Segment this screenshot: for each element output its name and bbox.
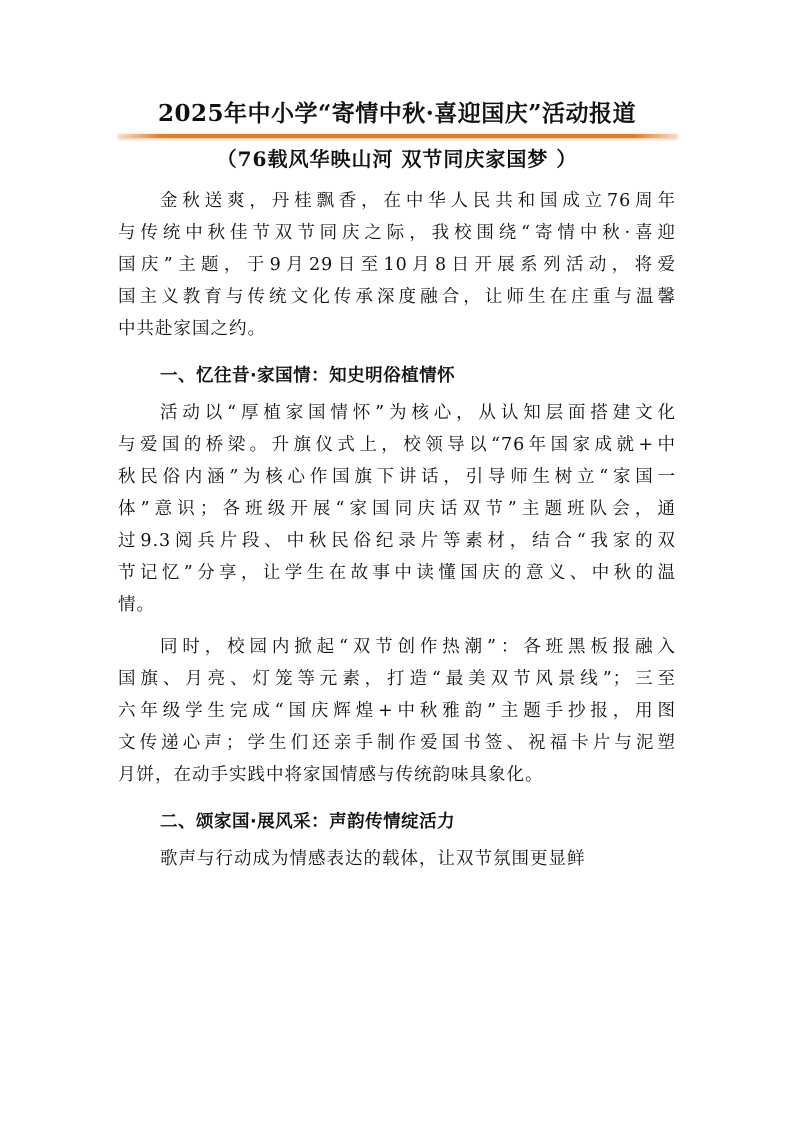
paragraph-line: 国主义教育与传统文化传承深度融合，让师生在庄重与温馨 [118, 287, 676, 307]
paragraph-line: 月饼，在动手实践中将家国情感与传统韵味具象化。 [118, 765, 544, 785]
intro-paragraph [118, 185, 676, 345]
paragraph-line: 情。 [118, 595, 155, 615]
paragraph-line: 活动以“厚植家国情怀”为核心，从认知层面搭建文化 [160, 403, 676, 423]
paragraph-line: 节记忆”分享，让学生在故事中读懂国庆的意义、中秋的温 [118, 563, 676, 583]
section-1-paragraph-2 [118, 631, 676, 791]
paragraph-line: 国旗、月亮、灯笼等元素，打造“最美双节风景线”；三至 [118, 669, 676, 689]
section-1-heading: 一、忆往昔·家国情：知史明俗植情怀 [160, 366, 456, 386]
paragraph-line: 过9.3阅兵片段、中秋民俗纪录片等素材，结合“我家的双 [118, 531, 676, 551]
paragraph-line: 与传统中秋佳节双节同庆之际，我校围绕“寄情中秋·喜迎 [118, 223, 676, 243]
title-underline [118, 134, 678, 138]
paragraph-line: 歌声与行动成为情感表达的载体，让双节氛围更显鲜 [160, 849, 586, 869]
paragraph-line: 金秋送爽，丹桂飘香，在中华人民共和国成立76周年 [160, 191, 676, 211]
paragraph-line: 中共赴家国之约。 [118, 319, 266, 339]
paragraph-line: 文传递心声；学生们还亲手制作爱国书签、祝福卡片与泥塑 [118, 733, 676, 753]
document-subtitle: （76载风华映山河 双节同庆家国梦 ） [216, 147, 578, 171]
section-2-heading: 二、颂家国·展风采：声韵传情绽活力 [160, 812, 456, 832]
document-title: 2025年中小学“寄情中秋·喜迎国庆”活动报道 [158, 100, 636, 127]
section-2-paragraph-1 [118, 843, 676, 875]
article-body [118, 185, 676, 875]
paragraph-line: 与爱国的桥梁。升旗仪式上，校领导以“76年国家成就+中 [118, 435, 676, 455]
paragraph-line: 国庆”主题，于9月29日至10月8日开展系列活动，将爱 [118, 255, 676, 275]
paragraph-line: 体”意识；各班级开展“家国同庆话双节”主题班队会，通 [118, 499, 676, 519]
paragraph-line: 秋民俗内涵”为核心作国旗下讲话，引导师生树立“家国一 [118, 467, 676, 487]
paragraph-line: 同时，校园内掀起“双节创作热潮”：各班黑板报融入 [160, 637, 676, 657]
paragraph-line: 六年级学生完成“国庆辉煌+中秋雅韵”主题手抄报，用图 [118, 701, 676, 721]
section-1-paragraph-1 [118, 397, 676, 621]
